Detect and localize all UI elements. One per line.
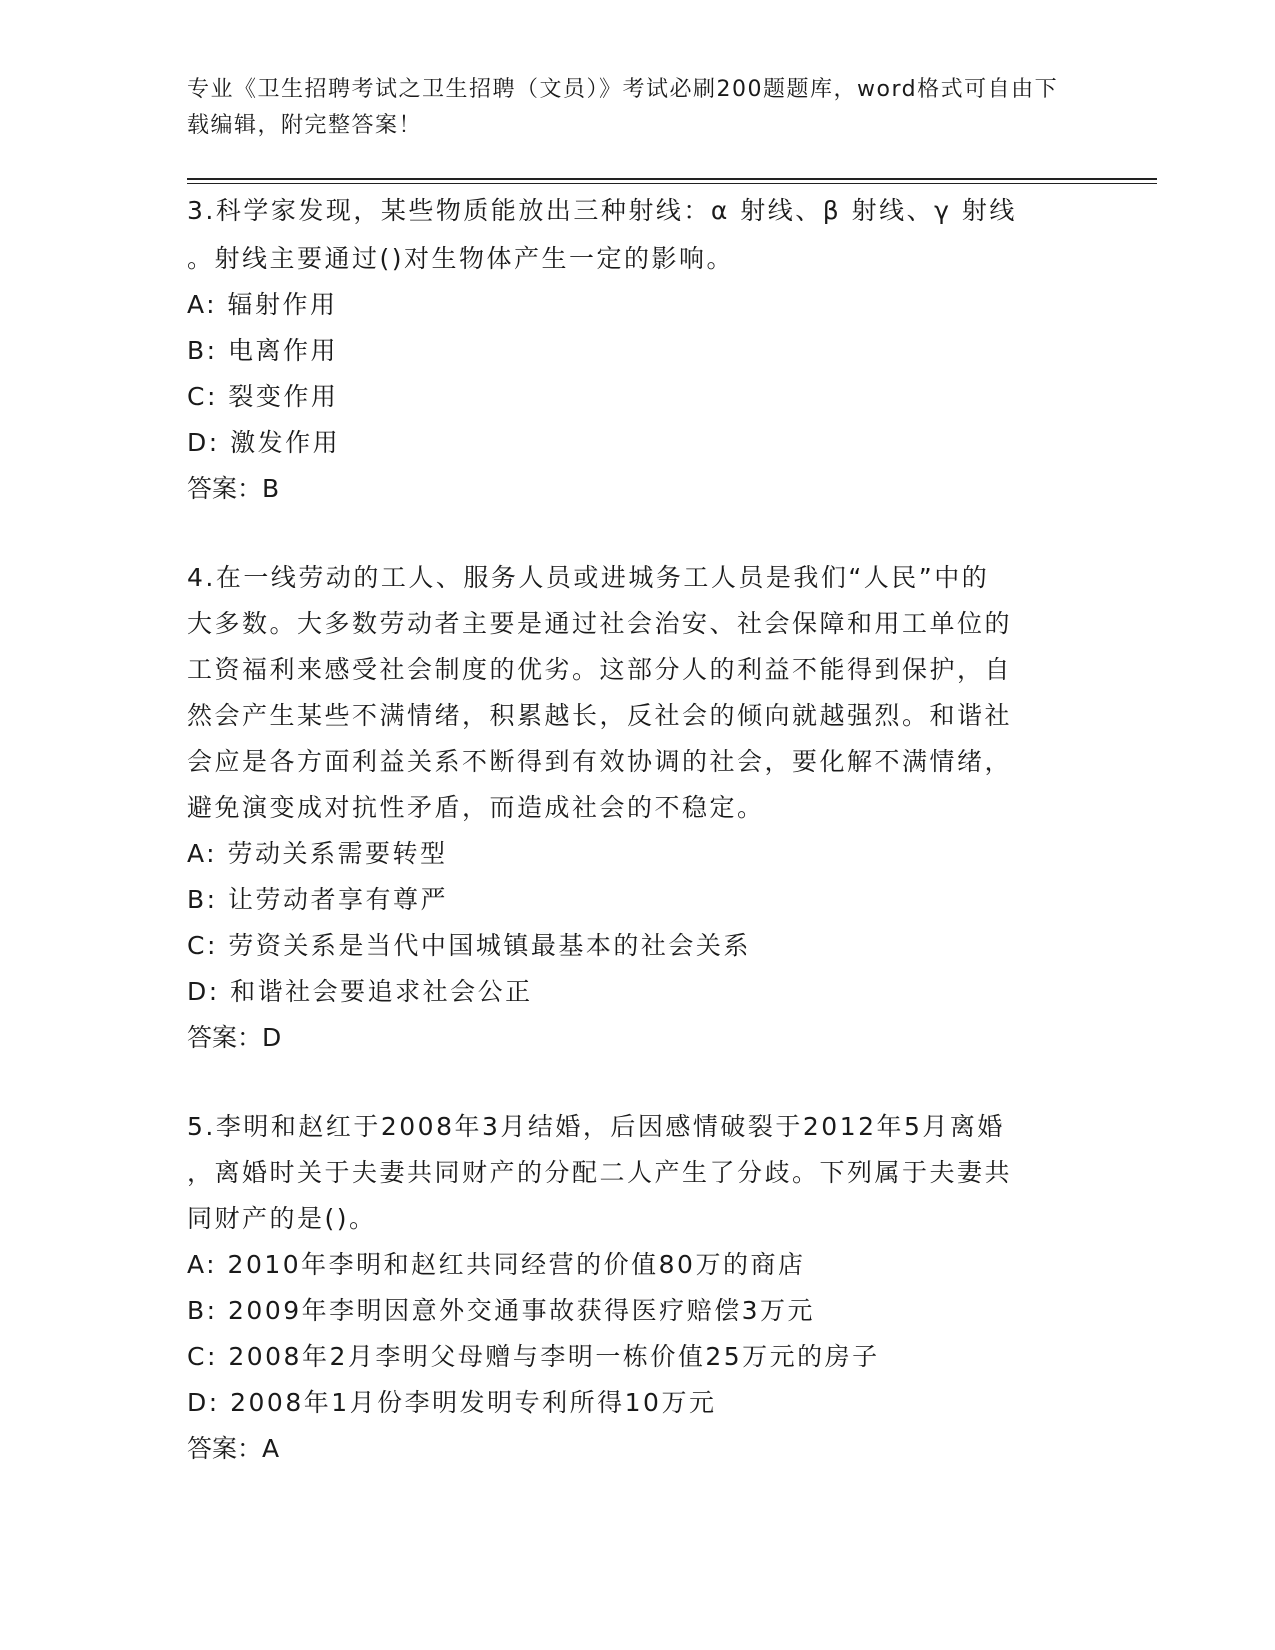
question-4-option-c: C: 劳资关系是当代中国城镇最基本的社会关系: [187, 931, 751, 960]
header-rule-thin: [187, 183, 1157, 184]
question-4-option-d: D: 和谐社会要追求社会公正: [187, 977, 533, 1006]
question-4-stem-line-2: 大多数。大多数劳动者主要是通过社会治安、社会保障和用工单位的: [187, 609, 1013, 638]
question-4-stem-line-6: 避免演变成对抗性矛盾，而造成社会的不稳定。: [187, 793, 765, 822]
header-rule-thick: [187, 178, 1157, 180]
question-3-stem-line-2: 。射线主要通过()对生物体产生一定的影响。: [187, 244, 735, 273]
question-5-stem-line-3: 同财产的是()。: [187, 1204, 377, 1233]
question-5-option-d: D: 2008年1月份李明发明专利所得10万元: [187, 1388, 717, 1417]
question-5: [187, 1104, 1087, 1472]
question-4-answer: 答案：D: [187, 1023, 282, 1052]
question-5-stem-line-1: 5.李明和赵红于2008年3月结婚，后因感情破裂于2012年5月离婚: [187, 1112, 1005, 1141]
question-3-answer: 答案：B: [187, 474, 280, 503]
question-3-option-c: C: 裂变作用: [187, 382, 339, 411]
question-3-stem-line-1: 3.科学家发现，某些物质能放出三种射线：α 射线、β 射线、γ 射线: [187, 196, 1017, 225]
question-3-option-b: B: 电离作用: [187, 336, 339, 365]
question-4-stem-line-5: 会应是各方面利益关系不断得到有效协调的社会，要化解不满情绪，: [187, 747, 1013, 776]
question-5-answer: 答案：A: [187, 1434, 280, 1463]
question-4: [187, 555, 1087, 1061]
question-5-stem-line-2: ，离婚时关于夫妻共同财产的分配二人产生了分歧。下列属于夫妻共: [187, 1158, 1013, 1187]
question-4-option-a: A: 劳动关系需要转型: [187, 839, 448, 868]
question-3-option-d: D: 激发作用: [187, 428, 341, 457]
question-4-stem-line-1: 4.在一线劳动的工人、服务人员或进城务工人员是我们“人民”中的: [187, 563, 990, 592]
question-4-option-b: B: 让劳动者享有尊严: [187, 885, 449, 914]
document-header: 专业《卫生招聘考试之卫生招聘（文员）》考试必刷200题题库，word格式可自由下载编辑，附完整答案！: [187, 77, 1059, 138]
question-3: [187, 188, 1087, 512]
question-5-option-b: B: 2009年李明因意外交通事故获得医疗赔偿3万元: [187, 1296, 816, 1325]
question-gap: [187, 1061, 1087, 1104]
question-5-option-a: A: 2010年李明和赵红共同经营的价值80万的商店: [187, 1250, 806, 1279]
question-list: [187, 186, 1087, 1472]
question-4-stem-line-3: 工资福利来感受社会制度的优劣。这部分人的利益不能得到保护，自: [187, 655, 1013, 684]
question-4-stem-line-4: 然会产生某些不满情绪，积累越长，反社会的倾向就越强烈。和谐社: [187, 701, 1013, 730]
question-3-option-a: A: 辐射作用: [187, 290, 338, 319]
question-5-option-c: C: 2008年2月李明父母赠与李明一栋价值25万元的房子: [187, 1342, 880, 1371]
question-gap: [187, 512, 1087, 555]
